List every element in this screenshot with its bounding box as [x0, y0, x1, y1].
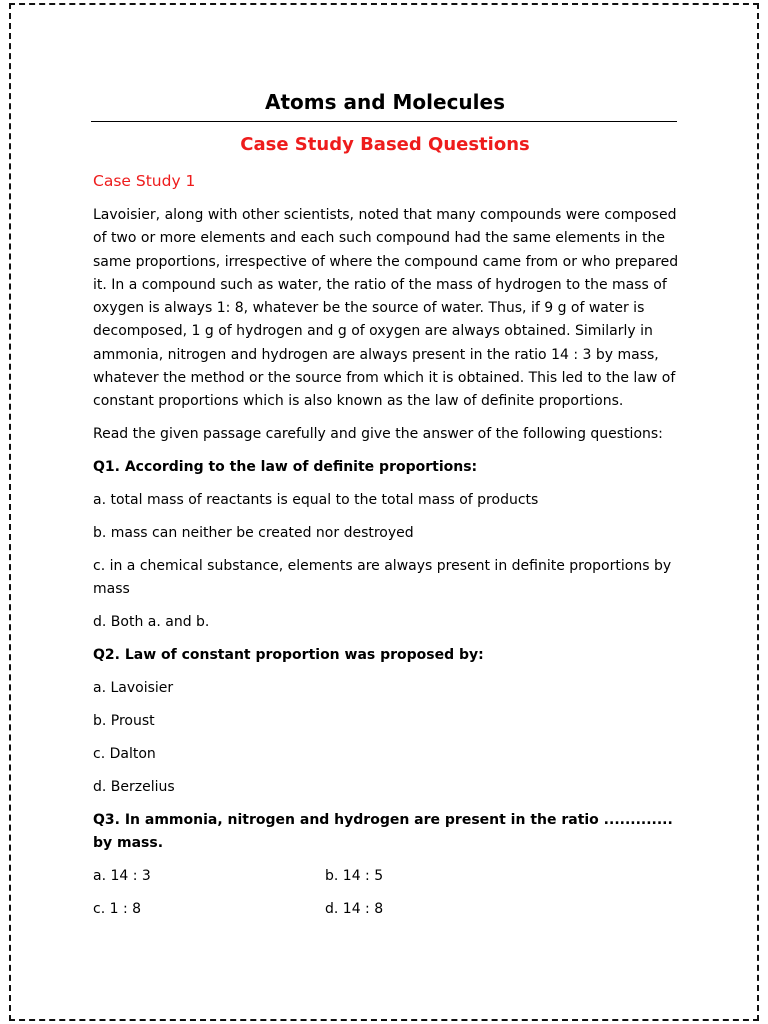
- case-study-label: Case Study 1: [93, 172, 196, 190]
- question-2-option-d: d. Berzelius: [93, 779, 175, 795]
- option-row: [93, 898, 683, 931]
- question-1-option-b: b. mass can neither be created nor destroyed: [93, 525, 414, 541]
- question-1-option-d: d. Both a. and b.: [93, 614, 210, 630]
- question-3-option-b: b. 14 : 5: [325, 868, 384, 884]
- question-3-option-d: d. 14 : 8: [325, 901, 384, 917]
- title-divider: [91, 121, 677, 122]
- document-title: Atoms and Molecules: [265, 90, 505, 114]
- question-1-option-c: c. in a chemical substance, elements are always present in definite proportions by mass: [93, 558, 672, 598]
- instruction-text: Read the given passage carefully and give the answer of the following questions:: [93, 426, 663, 442]
- question-2-option-c: c. Dalton: [93, 746, 156, 762]
- question-3: Q3. In ammonia, nitrogen and hydrogen are present in the ratio ............. by mass.: [93, 812, 673, 852]
- question-1-option-a: a. total mass of reactants is equal to the total mass of products: [93, 492, 539, 508]
- section-heading: Case Study Based Questions: [240, 134, 530, 155]
- question-1: Q1. According to the law of definite proportions:: [93, 459, 478, 475]
- question-3-options: [93, 865, 683, 931]
- question-3-option-a: a. 14 : 3: [93, 868, 151, 884]
- question-3-option-c: c. 1 : 8: [93, 901, 142, 917]
- question-2-option-a: a. Lavoisier: [93, 680, 174, 696]
- option-row: [93, 865, 683, 898]
- question-2-option-b: b. Proust: [93, 713, 155, 729]
- case-passage: Lavoisier, along with other scientists, noted that many compounds were composed of two or more elements and each such compound had the same elements in the same proportions, irrespective of where the compound came from or who prepared it. In a compound such as water, the ratio of the mass of hydrogen to the mass of oxygen is always 1: 8, whatever be the source of water. Thus, if 9 g of water is decomposed, 1 g of hydrogen and g of oxygen are always obtained. Similarly in ammonia, nitrogen and hydrogen are always present in the ratio 14 : 3 by mass, whatever the method or the source from which it is obtained. This led to the law of constant proportions which is also known as the law of definite proportions.: [93, 207, 679, 410]
- question-2: Q2. Law of constant proportion was proposed by:: [93, 647, 484, 663]
